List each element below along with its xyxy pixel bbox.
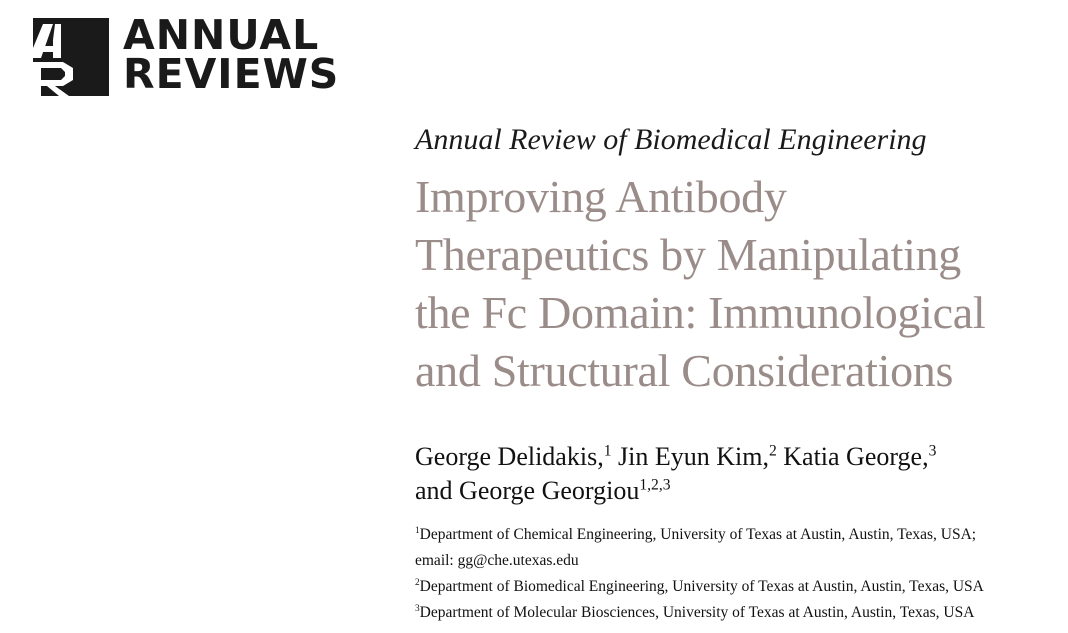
affil-number: 3 (415, 603, 420, 614)
author-name: and George Georgiou (415, 476, 640, 505)
title-line: Improving Antibody (415, 171, 787, 222)
affil-number: 1 (415, 525, 420, 536)
title-line: Therapeutics by Manipulating (415, 229, 962, 280)
logo-line-annual: ANNUAL (123, 11, 320, 59)
affil-text: Department of Molecular Biosciences, University of Texas at Austin, Austin, Texas, USA (419, 604, 975, 621)
journal-name: Annual Review of Biomedical Engineering (415, 123, 927, 156)
ar-logo-mark-icon (33, 18, 109, 96)
article-header (415, 120, 1055, 626)
author-affil-sup: 1,2,3 (639, 476, 671, 494)
affiliation-list (415, 522, 1055, 626)
author-name: Jin Eyun Kim, (618, 442, 769, 471)
author-affil-sup: 3 (928, 442, 937, 460)
title-line: the Fc Domain: Immunological (415, 287, 986, 338)
affiliation-item (415, 600, 1055, 626)
article-title (415, 168, 1060, 400)
logo-line-reviews: REVIEWS (123, 50, 340, 98)
author-name: Katia George, (783, 442, 929, 471)
affiliation-item (415, 574, 1055, 600)
affiliation-item (415, 522, 1055, 548)
annual-reviews-logo (33, 11, 340, 98)
author-list (415, 440, 1055, 508)
affil-text: Department of Chemical Engineering, University of Texas at Austin, Austin, Texas, USA; (419, 526, 977, 543)
title-line: and Structural Considerations (415, 345, 954, 396)
author-affil-sup: 2 (768, 442, 777, 460)
author-affil-sup: 1 (603, 442, 612, 460)
affil-number: 2 (415, 577, 420, 588)
affiliation-email (415, 548, 1055, 574)
email-text[interactable]: email: gg@che.utexas.edu (415, 552, 579, 569)
affil-text: Department of Biomedical Engineering, University of Texas at Austin, Austin, Texas, USA (419, 578, 984, 595)
author-name: George Delidakis, (415, 442, 604, 471)
